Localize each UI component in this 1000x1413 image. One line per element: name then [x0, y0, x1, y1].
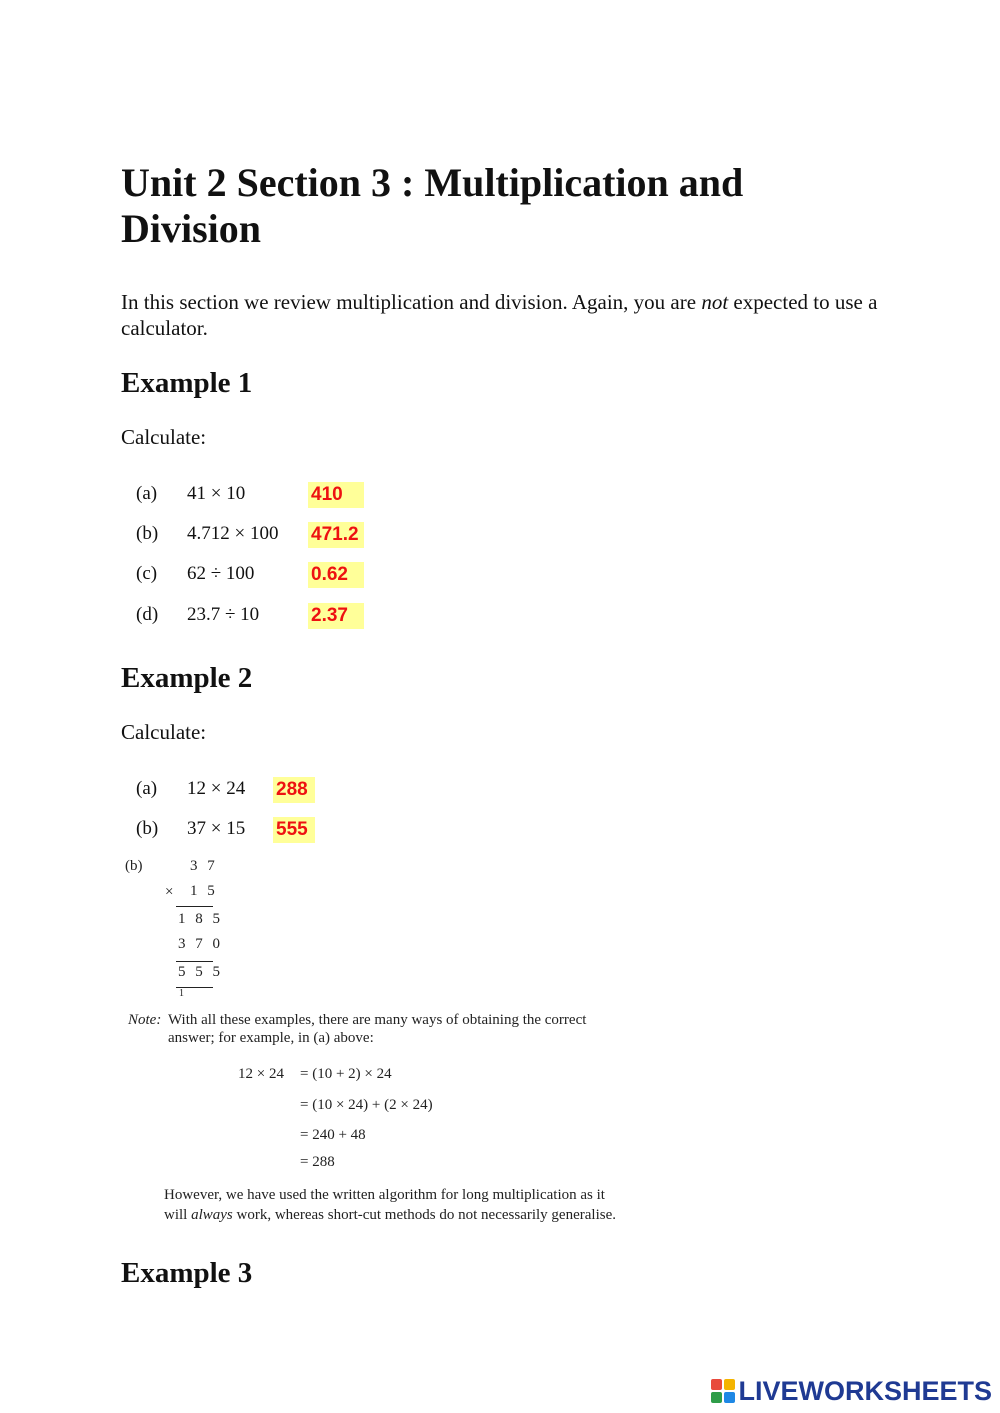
- note-footer-line2: [164, 1207, 616, 1224]
- note-lhs: 12 × 24: [238, 1066, 284, 1082]
- example1-heading: Example 1: [121, 367, 253, 399]
- logo-tile-blue: [724, 1392, 735, 1403]
- working-line-15: 1 5: [190, 883, 218, 899]
- logo-tiles-icon: [711, 1379, 735, 1403]
- ex1-b-expression: 4.712 × 100: [187, 523, 279, 544]
- working-rule-1: [176, 906, 213, 907]
- intro-text-end: expected to use a calculator.: [121, 290, 878, 340]
- logo-tile-red: [711, 1379, 722, 1390]
- ex2-a-label: (a): [136, 778, 158, 799]
- ex1-c-label: (c): [136, 563, 158, 584]
- example1-instruction: Calculate:: [121, 425, 207, 449]
- working-times-sign: ×: [165, 884, 174, 900]
- ex2-b-label: (b): [136, 818, 159, 839]
- logo-tile-yellow: [724, 1379, 735, 1390]
- ex1-d-label: (d): [136, 604, 159, 625]
- ex2-b-answer-field[interactable]: 555: [273, 817, 315, 843]
- ex1-b-answer-field[interactable]: 471.2: [308, 522, 364, 548]
- example2-instruction: Calculate:: [121, 720, 207, 744]
- working-line-185: 1 8 5: [178, 911, 223, 927]
- ex1-d-answer-field[interactable]: 2.37: [308, 603, 364, 629]
- ex1-d-expression: 23.7 ÷ 10: [187, 604, 260, 625]
- page-title: Unit 2 Section 3 : Multiplication and Division: [121, 160, 744, 251]
- logo-tile-green: [711, 1392, 722, 1403]
- example3-heading: Example 3: [121, 1257, 253, 1289]
- note-step-1: = (10 + 2) × 24: [300, 1066, 392, 1082]
- example2-heading: Example 2: [121, 662, 253, 694]
- liveworksheets-logo[interactable]: [711, 1377, 992, 1405]
- note-text-line2: answer; for example, in (a) above:: [168, 1030, 374, 1046]
- working-line-555: 5 5 5: [178, 964, 223, 980]
- note-footer-line1: However, we have used the written algorithm for long multiplication as it: [164, 1187, 605, 1203]
- ex2-a-answer-field[interactable]: 288: [273, 777, 315, 803]
- ex2-b-expression: 37 × 15: [187, 818, 246, 839]
- intro-paragraph: [121, 289, 881, 341]
- ex2-a-expression: 12 × 24: [187, 778, 246, 799]
- ex1-a-answer-field[interactable]: 410: [308, 482, 364, 508]
- note-footer-emphasis: always: [191, 1207, 233, 1223]
- note-footer-text: will: [164, 1207, 192, 1223]
- ex1-b-label: (b): [136, 523, 159, 544]
- note-text-line1: With all these examples, there are many ways of obtaining the correct: [168, 1012, 587, 1028]
- working-rule-2: [176, 961, 213, 962]
- working-label: (b): [125, 858, 143, 874]
- intro-text: In this section we review multiplication and division. Again, you are: [121, 290, 702, 314]
- note-step-4: = 288: [300, 1154, 335, 1170]
- ex1-a-expression: 41 × 10: [187, 483, 246, 504]
- working-carry: 1: [179, 988, 184, 999]
- ex1-c-expression: 62 ÷ 100: [187, 563, 255, 584]
- note-step-2: = (10 × 24) + (2 × 24): [300, 1097, 433, 1113]
- intro-emphasis: not: [701, 290, 729, 314]
- logo-text: LIVEWORKSHEETS: [738, 1375, 992, 1406]
- note-footer-text-end: work, whereas short-cut methods do not necessarily generalise.: [232, 1207, 616, 1223]
- note-step-3: = 240 + 48: [300, 1127, 366, 1143]
- working-line-370: 3 7 0: [178, 936, 223, 952]
- ex1-c-answer-field[interactable]: 0.62: [308, 562, 364, 588]
- note-label: Note:: [128, 1012, 162, 1028]
- ex1-a-label: (a): [136, 483, 158, 504]
- working-line-37: 3 7: [190, 858, 218, 874]
